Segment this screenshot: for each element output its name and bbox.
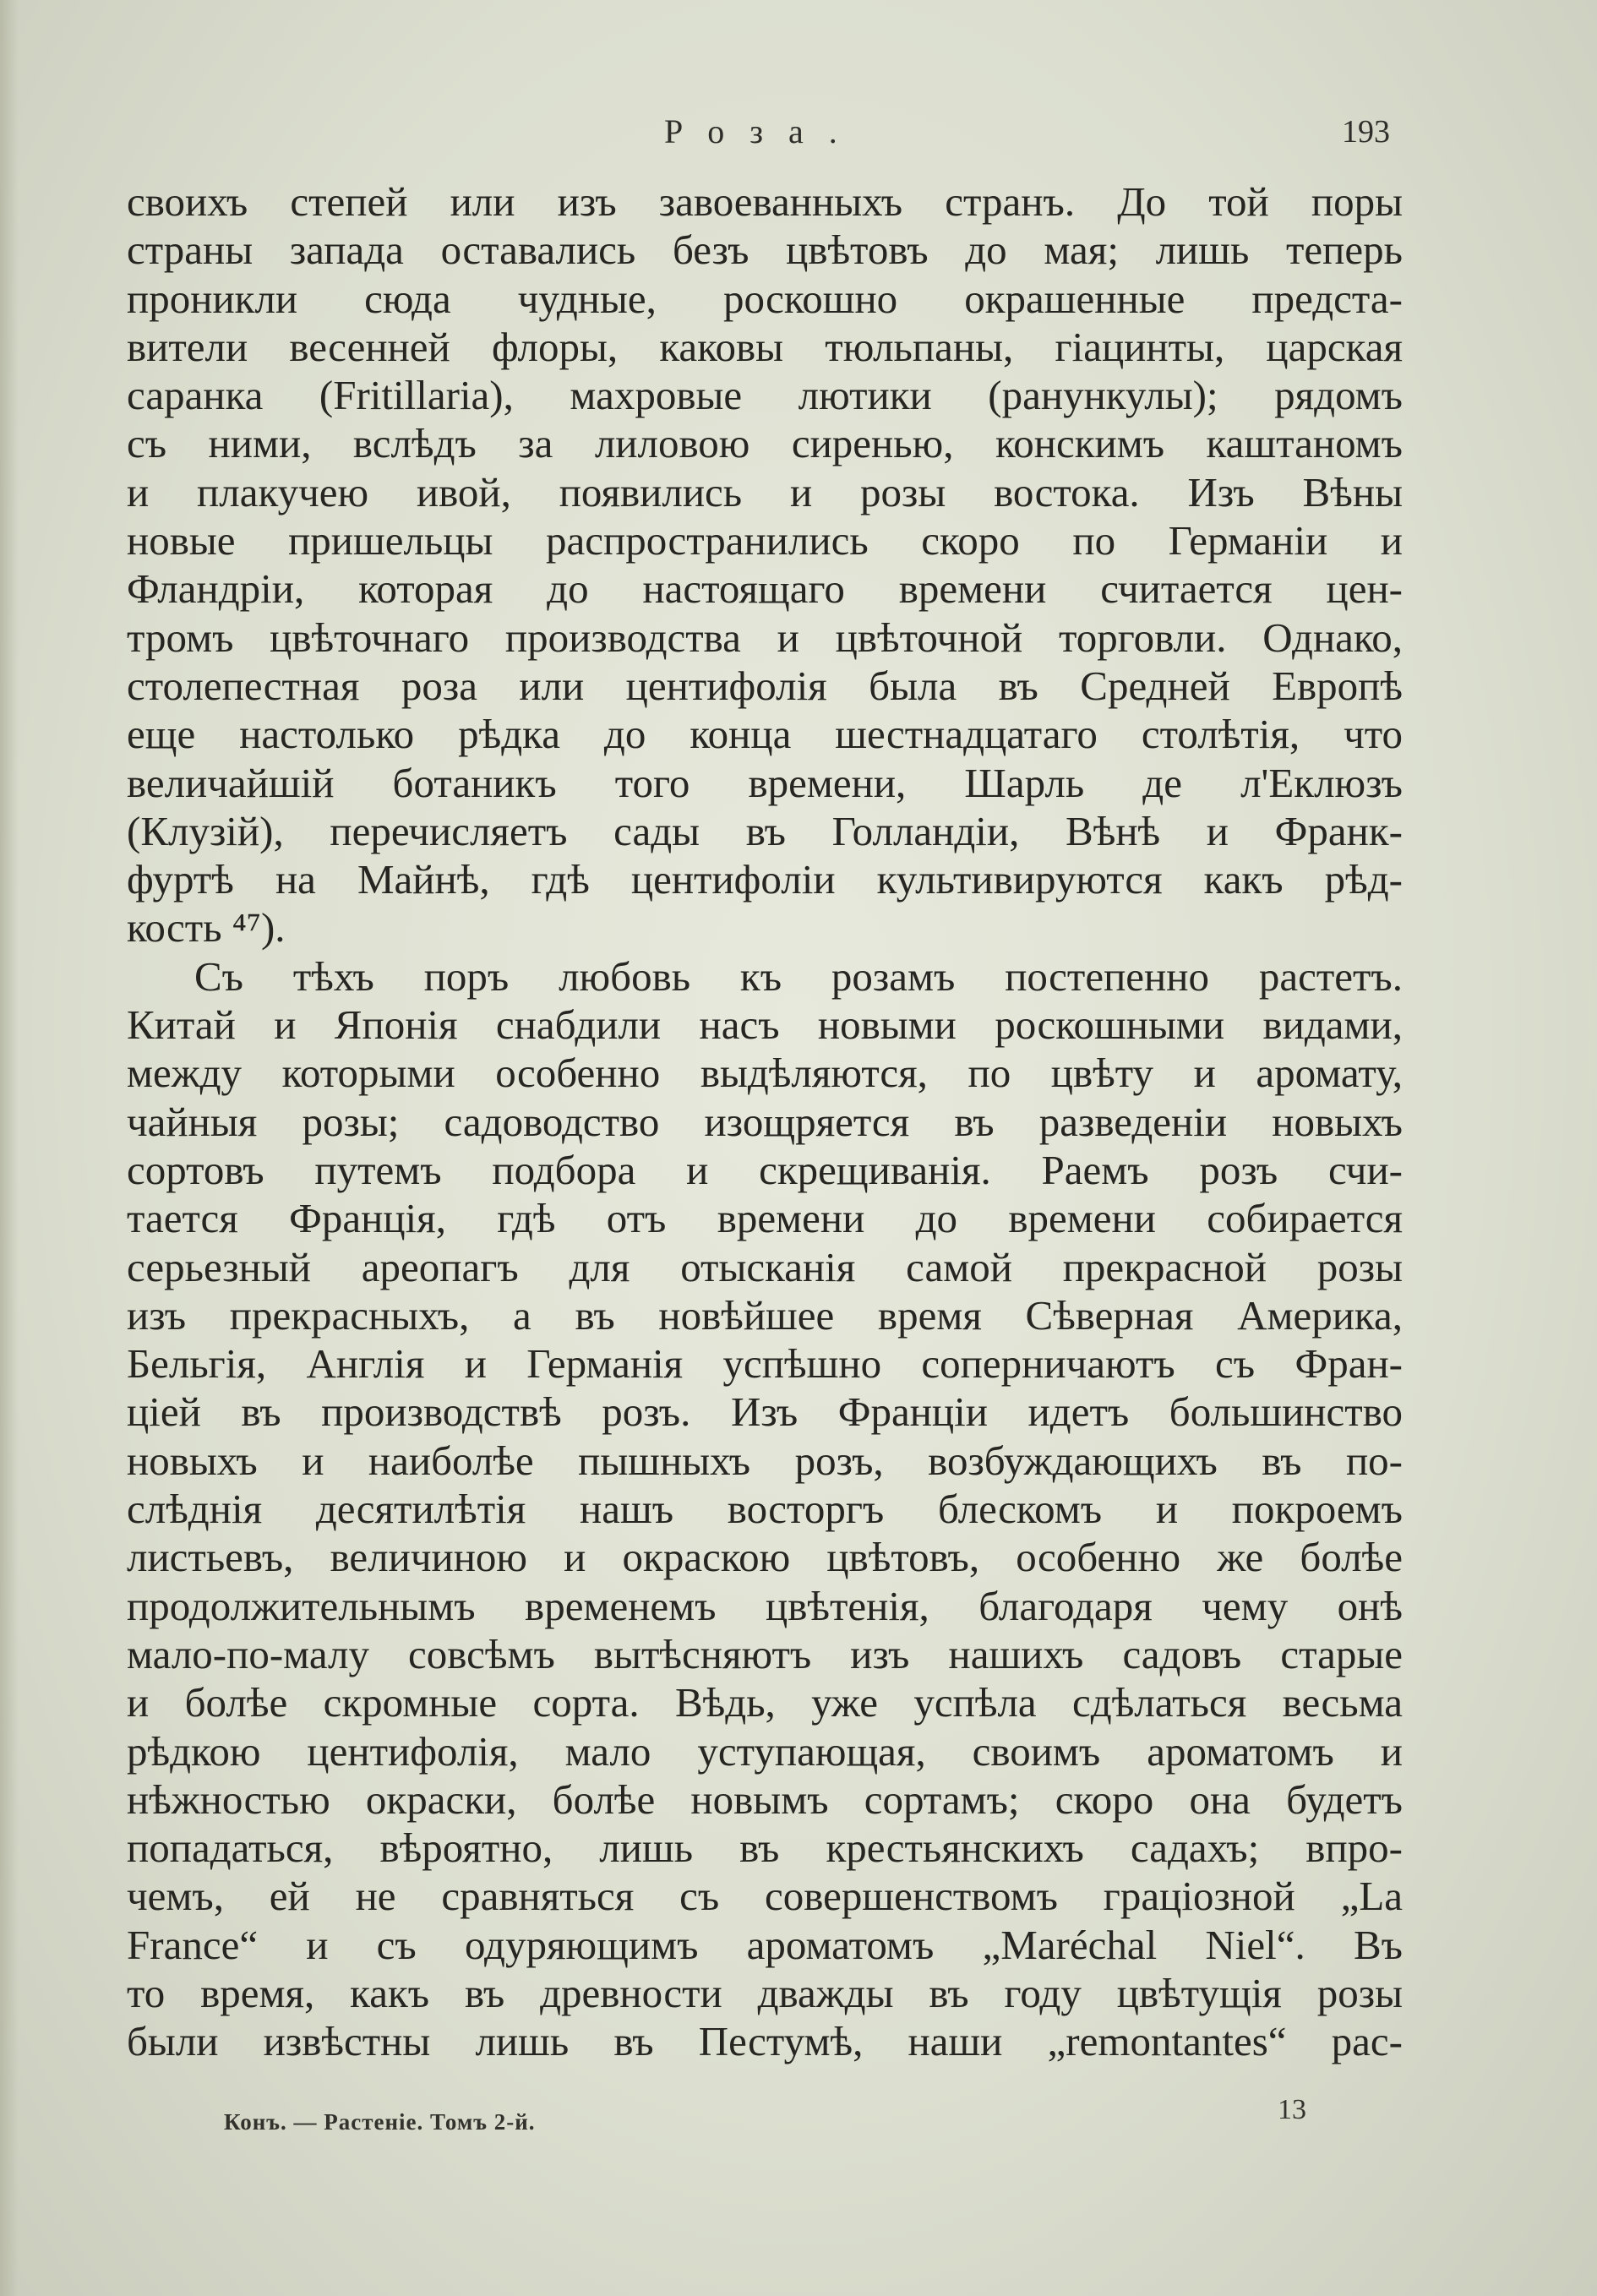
- page-footer: [0, 2094, 1597, 2145]
- text-line: тается Франція, гдѣ отъ времени до времени собирается: [127, 1195, 1403, 1242]
- body-text: [127, 177, 1403, 2066]
- running-title: Роза.: [664, 112, 863, 150]
- text-line: слѣднія десятилѣтія нашъ восторгъ блескомъ и покроемъ: [127, 1486, 1403, 1533]
- paragraph-start-line: Съ тѣхъ поръ любовь къ розамъ постепенно растетъ.: [194, 952, 1403, 1000]
- text-line: между которыми особенно выдѣляются, по цвѣту и аромату,: [127, 1050, 1403, 1097]
- running-head: [0, 112, 1597, 162]
- text-line: саранка (Fritillaria), махровые лютики (ранункулы); рядомъ: [127, 372, 1403, 419]
- text-line: (Клузій), перечисляетъ сады въ Голландіи, Вѣнѣ и Франк-: [127, 807, 1403, 854]
- page-number: 193: [1342, 114, 1390, 150]
- text-line: фуртѣ на Майнѣ, гдѣ центифоліи культивируются какъ рѣд-: [127, 856, 1403, 903]
- text-line: новые пришельцы распространились скоро по Германіи и: [127, 517, 1403, 564]
- text-line: и болѣе скромные сорта. Вѣдь, уже успѣла сдѣлаться весьма: [127, 1679, 1403, 1726]
- text-line: то время, какъ въ древности дважды въ году цвѣтущія розы: [127, 1969, 1403, 2016]
- text-line: величайшій ботаникъ того времени, Шарль де л'Еклюзъ: [127, 759, 1403, 806]
- text-line: сортовъ путемъ подбора и скрещиванія. Раемъ розъ счи-: [127, 1146, 1403, 1193]
- text-line: и плакучею ивой, появились и розы востока. Изъ Вѣны: [127, 468, 1403, 515]
- text-line: попадаться, вѣроятно, лишь въ крестьянскихъ садахъ; впро-: [127, 1824, 1403, 1872]
- text-line: чемъ, ей не сравняться съ совершенствомъ граціозной „La: [127, 1873, 1403, 1920]
- text-line: Китай и Японія снабдили насъ новыми роскошными видами,: [127, 1001, 1403, 1049]
- text-line: тромъ цвѣточнаго производства и цвѣточной торговли. Однако,: [127, 614, 1403, 661]
- text-line: France“ и съ одуряющимъ ароматомъ „Maréchal Niel“. Въ: [127, 1921, 1403, 1968]
- text-line: вители весенней флоры, каковы тюльпаны, гіацинты, царская: [127, 323, 1403, 370]
- text-line: еще настолько рѣдка до конца шестнадцатаго столѣтія, что: [127, 711, 1403, 758]
- printer-signature: Конъ. — Растеніе. Томъ 2-й.: [224, 2109, 536, 2135]
- text-line: изъ прекрасныхъ, а въ новѣйшее время Сѣверная Америка,: [127, 1291, 1403, 1339]
- text-line: были извѣстны лишь въ Пестумѣ, наши „remontantes“ рас-: [127, 2018, 1403, 2065]
- paragraph-end-line: кость ⁴⁷).: [127, 904, 286, 952]
- text-line: продолжительнымъ временемъ цвѣтенія, благодаря чему онѣ: [127, 1582, 1403, 1629]
- text-line: съ ними, вслѣдъ за лиловою сиренью, конскимъ каштаномъ: [127, 420, 1403, 467]
- text-line: рѣдкою центифолія, мало уступающая, своимъ ароматомъ и: [127, 1727, 1403, 1775]
- text-line: проникли сюда чудные, роскошно окрашенные предста-: [127, 275, 1403, 322]
- text-line: нѣжностью окраски, болѣе новымъ сортамъ; скоро она будетъ: [127, 1775, 1403, 1823]
- text-line: новыхъ и наиболѣе пышныхъ розъ, возбуждающихъ въ по-: [127, 1437, 1403, 1484]
- sheet-number: 13: [1278, 2094, 1306, 2125]
- text-line: Бельгія, Англія и Германія успѣшно соперничаютъ съ Фран-: [127, 1340, 1403, 1388]
- text-line: листьевъ, величиною и окраскою цвѣтовъ, особенно же болѣе: [127, 1534, 1403, 1581]
- page-edge-shadow: [0, 0, 19, 2296]
- text-line: чайныя розы; садоводство изощряется въ разведеніи новыхъ: [127, 1098, 1403, 1145]
- text-line: серьезный ареопагъ для отысканія самой прекрасной розы: [127, 1243, 1403, 1290]
- text-line: страны запада оставались безъ цвѣтовъ до мая; лишь теперь: [127, 226, 1403, 274]
- text-line: ціей въ производствѣ розъ. Изъ Франціи идетъ большинство: [127, 1388, 1403, 1436]
- text-line: своихъ степей или изъ завоеванныхъ странъ. До той поры: [127, 178, 1403, 225]
- text-line: столепестная роза или центифолія была въ Средней Европѣ: [127, 662, 1403, 709]
- text-line: Фландріи, которая до настоящаго времени считается цен-: [127, 565, 1403, 613]
- text-line: мало-по-малу совсѣмъ вытѣсняютъ изъ нашихъ садовъ старые: [127, 1630, 1403, 1677]
